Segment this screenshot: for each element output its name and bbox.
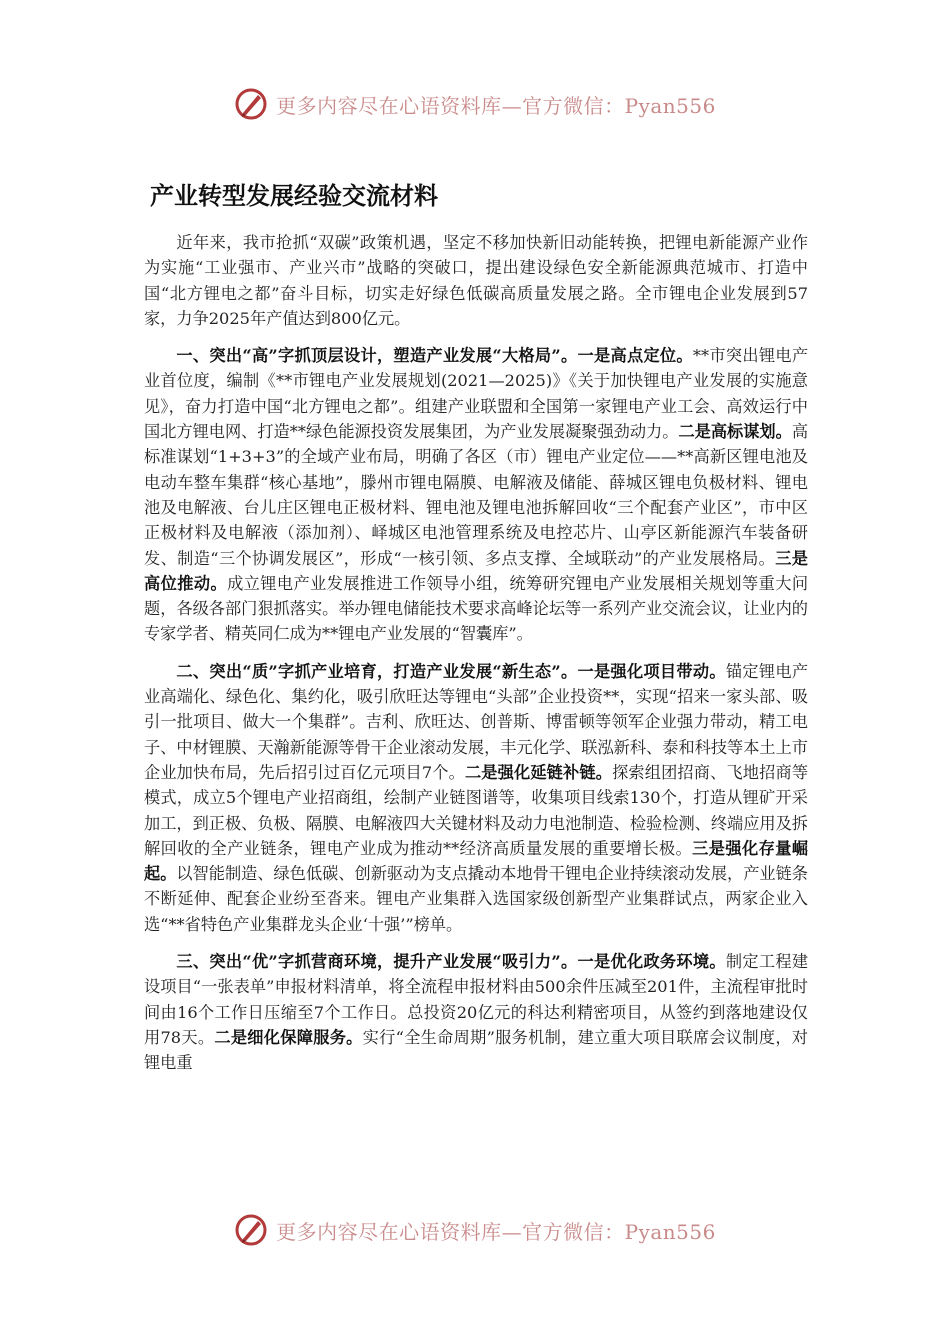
bold-heading-text: 三是高位推动。 xyxy=(144,548,808,593)
bold-heading-text: 一、突出“高”字抓顶层设计，塑造产业发展“大格局”。一是高点定位。 xyxy=(176,346,693,366)
paragraph-text: 近年来，我市抢抓“双碳”政策机遇，坚定不移加快新旧动能转换，把锂电新能源产业作为实施“工业强市、产业兴市”战略的突破口，提出建设绿色安全新能源典范城市、打造中国“北方锂电之都”奋斗目标，切实走好绿色低碳高质量发展之路。全市锂电企业发展到57家，力争2025年产值达到800亿元。 xyxy=(144,233,808,328)
bold-heading-text: 三、突出“优”字抓营商环境，提升产业发展“吸引力”。一是优化政务环境。 xyxy=(176,952,726,972)
paragraph-text: 成立锂电产业发展推进工作领导小组，统筹研究锂电产业发展相关规划等重大问题，各级各部门狠抓落实。举办锂电储能技术要求高峰论坛等一系列产业交流会议，让业内的专家学者、精英同仁成为**锂电产业发展的“智囊库”。 xyxy=(144,573,809,644)
paragraph-text: 实行“全生命周期”服务机制，建立重大项目联席会议制度，对锂电重 xyxy=(144,1027,808,1073)
paragraph-text: **市突出锂电产业首位度，编制《**市锂电产业发展规划(2021—2025)》《关于加快锂电产业发展的实施意见》，奋力打造中国“北方锂电之都”。组建产业联盟和全国第一家锂电产业工会、高效运行中国北方锂电网、打造**绿色能源投资发展集团，为产业发展凝聚强劲动力。 xyxy=(144,346,809,442)
bold-heading-text: 二是细化保障服务。 xyxy=(214,1027,363,1047)
paragraph-text: 制定工程建设项目“一张表单”申报材料清单，将全流程申报材料由500余件压减至201件，主流程审批时间由16个工作日压缩至7个工作日。总投资20亿元的科达利精密项目，从签约到落地建设仅用78天。 xyxy=(144,952,809,1047)
document-title: 产业转型发展经验交流材料 xyxy=(150,182,438,210)
body-paragraph xyxy=(144,659,808,937)
body-paragraph xyxy=(144,230,808,331)
pen-logo-icon xyxy=(234,87,268,121)
pen-logo-icon xyxy=(234,1213,268,1247)
bold-heading-text: 二是强化延链补链。 xyxy=(464,762,613,782)
paragraph-text: 高标准谋划“1+3+3”的全域产业布局，明确了各区（市）锂电产业定位——**高新区锂电池及电动车整车集群“核心基地”，滕州市锂电隔膜、电解液及储能、薛城区锂电负极材料、锂电池及电解液、台儿庄区锂电正极材料、锂电池及锂电池拆解回收“三个配套产业区”，市中区正极材料及电解液（添加剂）、峄城区电池管理系统及电控芯片、山亭区新能源汽车装备研发、制造“三个协调发展区”，形成“一核引领、多点支撑、全域联动”的产业发展格局。 xyxy=(144,422,809,568)
watermark-text: 更多内容尽在心语资料库—官方微信：Pyan556 xyxy=(276,1219,716,1244)
body-paragraph xyxy=(144,949,808,1075)
watermark-text: 更多内容尽在心语资料库—官方微信：Pyan556 xyxy=(276,93,716,118)
footer-watermark-banner xyxy=(0,1210,950,1250)
document-body xyxy=(144,230,808,1088)
body-paragraph xyxy=(144,343,808,647)
header-watermark-banner xyxy=(0,84,950,124)
bold-heading-text: 三是强化存量崛起。 xyxy=(144,838,809,884)
paragraph-text: 探索组团招商、飞地招商等模式，成立5个锂电产业招商组，绘制产业链图谱等，收集项目线索130个，打造从锂矿开采加工，到正极、负极、隔膜、电解液四大关键材料及动力电池制造、检验检测、终端应用及拆解回收的全产业链条，锂电产业成为推动**经济高质量发展的重要增长极。 xyxy=(144,762,809,858)
paragraph-text: 锚定锂电产业高端化、绿色化、集约化，吸引欣旺达等锂电“头部”企业投资**，实现“招来一家头部、吸引一批项目、做大一个集群”。吉利、欣旺达、创普斯、博雷顿等领军企业强力带动，精工电子、中材锂膜、天瀚新能源等骨干企业滚动发展，丰元化学、联泓新科、泰和科技等本土上市企业加快布局，先后招引过百亿元项目7个。 xyxy=(144,661,809,782)
bold-heading-text: 二、突出“质”字抓产业培育，打造产业发展“新生态”。一是强化项目带动。 xyxy=(176,661,726,681)
bold-heading-text: 二是高标谋划。 xyxy=(678,422,792,442)
paragraph-text: 以智能制造、绿色低碳、创新驱动为支点撬动本地骨干锂电企业持续滚动发展，产业链条不断延伸、配套企业纷至沓来。锂电产业集群入选国家级创新型产业集群试点，两家企业入选“**省特色产业集群龙头企业‘十强’”榜单。 xyxy=(144,864,808,934)
